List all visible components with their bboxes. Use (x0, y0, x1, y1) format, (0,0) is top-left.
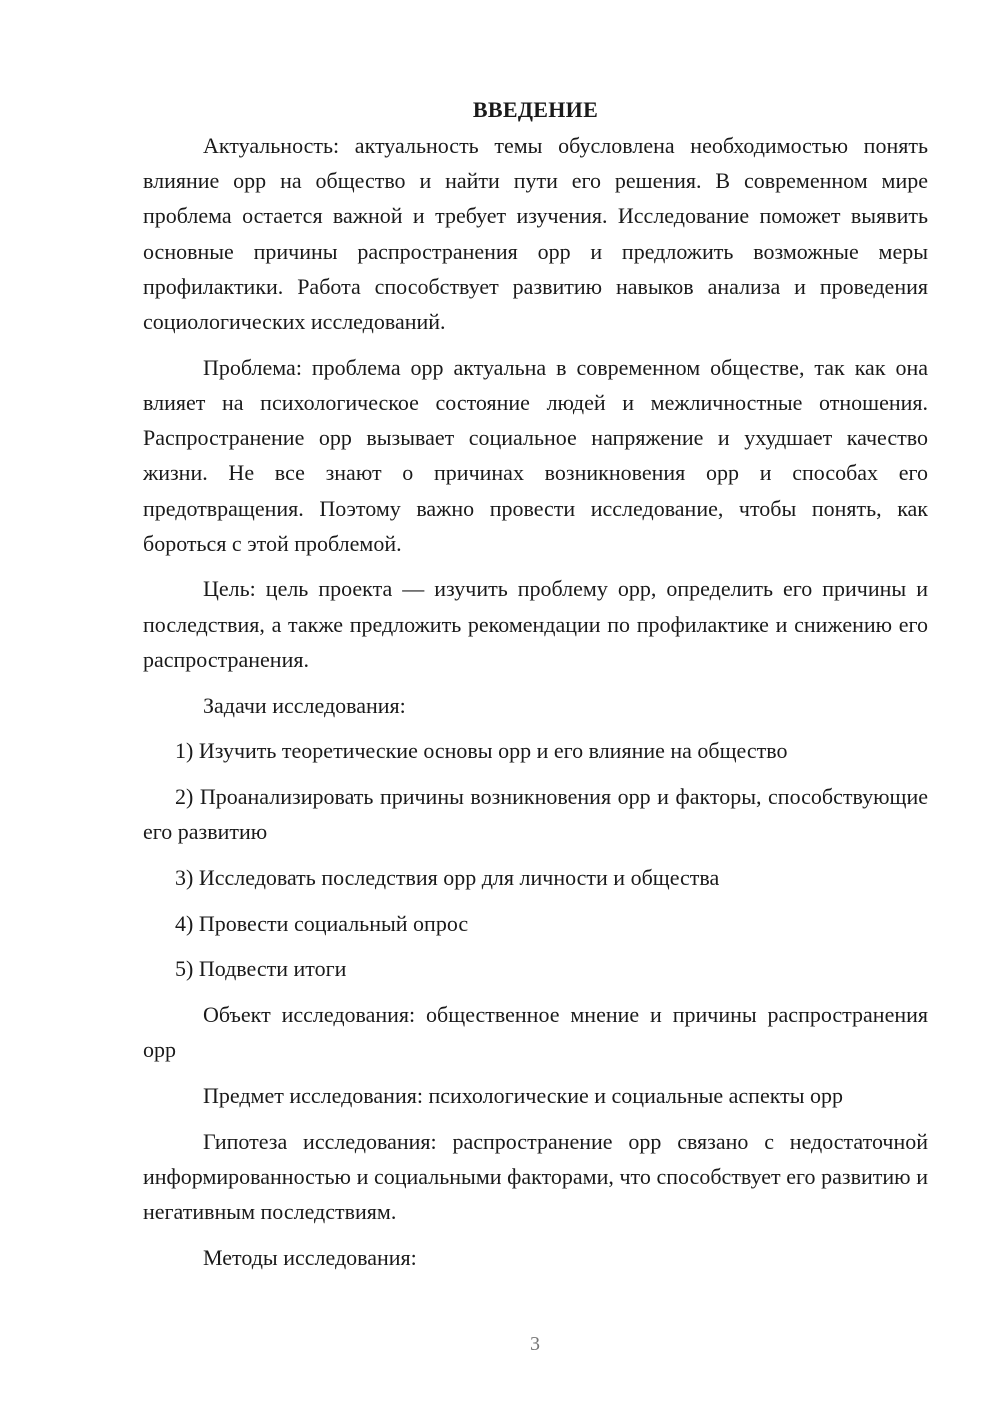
paragraph-object: Объект исследования: общественное мнение и причины распространения орр (143, 1001, 928, 1063)
task-item-2: 2) Проанализировать причины возникновения орр и факторы, способствующие его развитию (143, 783, 928, 845)
page-number: 3 (530, 1333, 540, 1355)
task-item-3: 3) Исследовать последствия орр для личности и общества (175, 864, 720, 890)
page-title: ВВЕДЕНИЕ (472, 97, 599, 122)
paragraph-methods: Методы исследования: (203, 1244, 417, 1270)
paragraph-problem: Проблема: проблема орр актуальна в современном обществе, так как она влияет на психологическое состояние людей и межличностные отношения. Распространение орр вызывает социальное напряжение и ухудшает качество жизни. Не все знают о причинах возникновения орр и способах его предотвращения. Поэтому важно провести исследование, чтобы понять, как бороться с этой проблемой. (143, 354, 928, 556)
paragraph-relevance: Актуальность: актуальность темы обусловлена необходимостью понять влияние орр на общество и найти пути его решения. В современном мире проблема остается важной и требует изучения. Исследование поможет выявить основные причины распространения орр и предложить возможные меры профилактики. Работа способствует развитию навыков анализа и проведения социологических исследований. (143, 133, 928, 335)
paragraph-hypothesis: Гипотеза исследования: распространение орр связано с недостаточной информированностью и социальными факторами, что способствует его развитию и негативным последствиям. (143, 1128, 928, 1224)
task-item-1: 1) Изучить теоретические основы орр и его влияние на общество (175, 738, 788, 764)
document-page (143, 92, 928, 1285)
tasks-title: Задачи исследования: (203, 692, 406, 718)
task-item-4: 4) Провести социальный опрос (175, 910, 469, 936)
paragraph-goal: Цель: цель проекта — изучить проблему орр, определить его причины и последствия, а также предложить рекомендации по профилактике и снижению его распространения. (143, 576, 928, 672)
task-item-5: 5) Подвести итоги (175, 956, 347, 982)
paragraph-subject: Предмет исследования: психологические и социальные аспекты орр (203, 1082, 844, 1108)
